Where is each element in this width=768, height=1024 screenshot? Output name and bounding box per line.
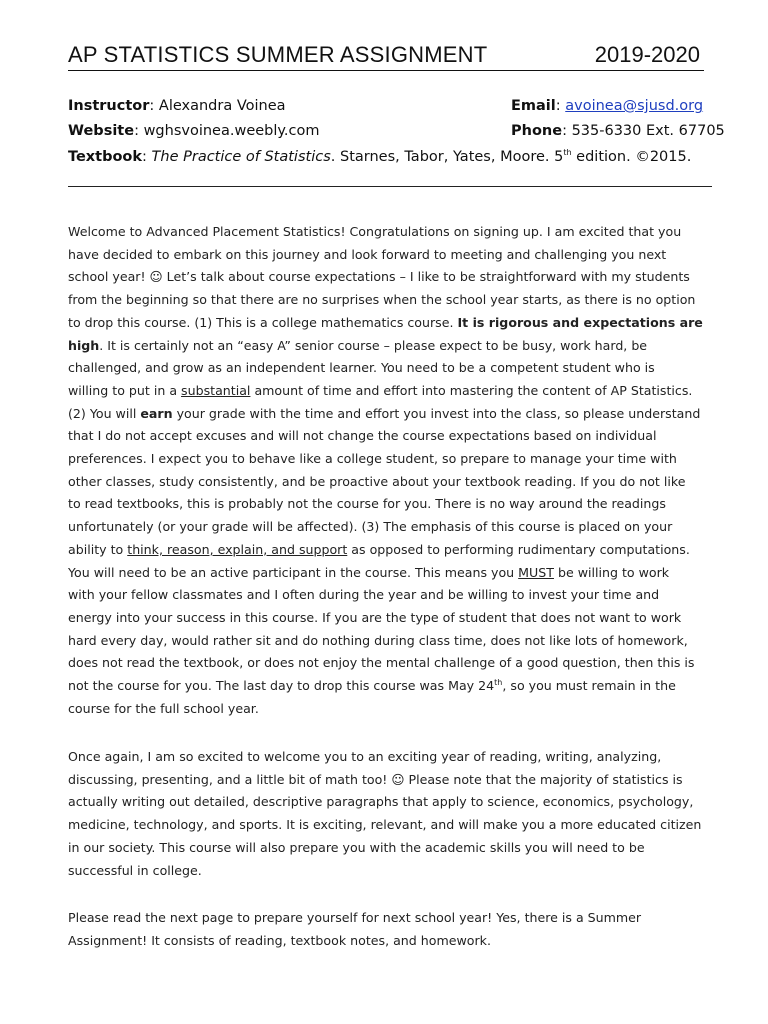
text-span: , so you must remain in the	[502, 678, 676, 694]
header-divider	[68, 186, 712, 187]
text-line: to read textbooks, this is probably not the course for you. There is no way around the readings	[68, 496, 666, 512]
text-span: your grade with the time and effort you invest into the class, so please understand	[172, 405, 701, 421]
text-span: You will need to be an active participant in the course. This means you	[68, 564, 519, 580]
textbook-sup: th	[563, 148, 572, 158]
instructor-label: Instructor	[68, 98, 150, 114]
school-year: 2019-2020	[594, 42, 700, 67]
text-line: successful in college.	[68, 862, 202, 878]
text-line: medicine, technology, and sports. It is exciting, relevant, and will make you a more educated citizen	[68, 817, 702, 833]
text-line: in our society. This course will also prepare you with the academic skills you will need to be	[68, 839, 645, 855]
text-line: preferences. I expect you to behave like a college student, so prepare to manage your time with	[68, 451, 677, 467]
text-line	[68, 562, 718, 585]
ordinal-sup: th	[494, 677, 503, 687]
page-title: AP STATISTICS SUMMER ASSIGNMENT	[68, 42, 488, 67]
text-span: be willing to work	[553, 564, 670, 580]
text-line: does not read the textbook, or does not enjoy the mental challenge of a good question, then this is	[68, 655, 695, 671]
text-span: as opposed to performing rudimentary computations.	[347, 541, 690, 557]
phone-line: Phone: 535-6330 Ext. 67705	[511, 123, 725, 139]
high-emphasis: high	[68, 337, 100, 353]
text-line	[68, 312, 718, 335]
welcome-paragraph	[68, 221, 718, 720]
text-line: discussing, presenting, and a little bit of math too! ☺ Please note that the majority of statistics is	[68, 771, 683, 787]
closing-paragraph	[68, 907, 718, 952]
text-line: school year! ☺ Let’s talk about course expectations – I like to be straightforward with my students	[68, 269, 690, 285]
text-line	[68, 380, 718, 403]
text-line: energy into your success in this course. If you are the type of student that does not want to work	[68, 609, 682, 625]
instructor-line: Instructor: Alexandra Voinea	[68, 98, 286, 114]
text-line: Assignment! It consists of reading, textbook notes, and homework.	[68, 932, 491, 948]
phone-value: 535-6330 Ext. 67705	[571, 123, 725, 139]
substantial-underline: substantial	[181, 382, 251, 398]
text-line: that I do not accept excuses and will not change the course expectations based on individual	[68, 428, 657, 444]
instructor-name: Alexandra Voinea	[158, 98, 286, 114]
text-line	[68, 403, 718, 426]
text-span: ability to	[68, 541, 128, 557]
skills-underline: think, reason, explain, and support	[127, 541, 348, 557]
text-line: with your fellow classmates and I often during the year and be willing to invest your time and	[68, 587, 660, 603]
textbook-line: Textbook: The Practice of Statistics. Starnes, Tabor, Yates, Moore. 5th edition. ©2015.	[68, 148, 692, 165]
text-line	[68, 675, 718, 698]
textbook-label: Textbook	[68, 149, 143, 165]
rigorous-emphasis: It is rigorous and expectations are	[457, 314, 703, 330]
text-line: Welcome to Advanced Placement Statistics! Congratulations on signing up. I am excited that you	[68, 224, 682, 239]
phone-label: Phone	[511, 123, 563, 139]
text-span: . It is certainly not an “easy A” senior course – please expect to be busy, work hard, be	[99, 337, 648, 353]
text-line: unfortunately (or your grade will be affected). (3) The emphasis of this course is placed on your	[68, 519, 673, 535]
text-span: (2) You will	[68, 405, 141, 421]
text-span: to drop this course. (1) This is a college mathematics course.	[68, 314, 458, 330]
second-paragraph	[68, 746, 718, 882]
website-line: Website: wghsvoinea.weebly.com	[68, 123, 320, 139]
must-underline: MUST	[518, 564, 554, 580]
text-line: Once again, I am so excited to welcome you to an exciting year of reading, writing, analyzing,	[68, 749, 662, 764]
text-line: hard every day, would rather sit and do nothing during class time, does not like lots of homework,	[68, 632, 688, 648]
text-line: other classes, study consistently, and be proactive about your textbook reading. If you do not like	[68, 473, 686, 489]
textbook-edition: edition. ©2015.	[571, 149, 692, 165]
text-span: not the course for you. The last day to drop this course was May 24	[68, 678, 495, 694]
textbook-title: The Practice of Statistics	[151, 149, 331, 165]
text-line	[68, 335, 718, 358]
website-label: Website	[68, 123, 135, 139]
title-row	[68, 40, 704, 71]
text-span: willing to put in a	[68, 382, 182, 398]
text-line: actually writing out detailed, descriptive paragraphs that apply to science, economics, psychology,	[68, 794, 694, 810]
email-line: Email: avoinea@sjusd.org	[511, 98, 704, 114]
text-line: Please read the next page to prepare yourself for next school year! Yes, there is a Summer	[68, 910, 642, 925]
text-line	[68, 539, 718, 562]
text-line: course for the full school year.	[68, 700, 259, 716]
textbook-authors: . Starnes, Tabor, Yates, Moore. 5	[330, 149, 564, 165]
earn-emphasis: earn	[140, 405, 173, 421]
email-link[interactable]: avoinea@sjusd.org	[565, 98, 704, 114]
text-line: have decided to embark on this journey and look forward to meeting and challenging you next	[68, 246, 667, 262]
text-line: from the beginning so that there are no surprises when the school year starts, as there is no option	[68, 292, 696, 308]
website-value: wghsvoinea.weebly.com	[143, 123, 320, 139]
text-span: amount of time and effort into mastering the content of AP Statistics.	[250, 382, 693, 398]
email-label: Email	[511, 98, 556, 114]
text-line: challenged, and grow as an independent learner. You need to be a competent student who is	[68, 360, 655, 376]
